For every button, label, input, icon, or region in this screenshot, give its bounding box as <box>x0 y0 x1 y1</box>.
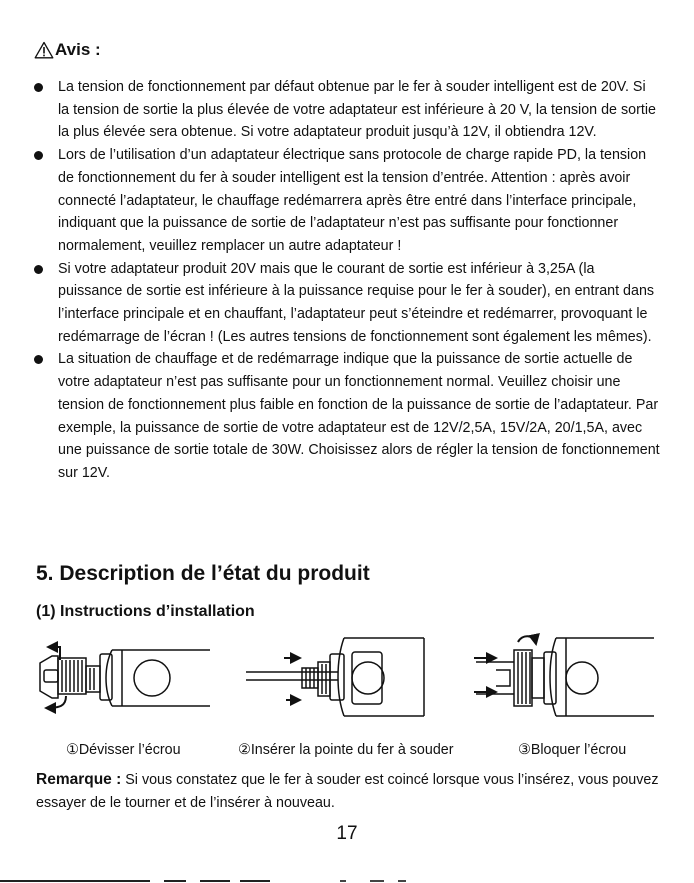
avis-item <box>34 258 660 349</box>
step2-insert-tip-illustration <box>246 638 424 716</box>
remark-text: Si vous constatez que le fer à souder est coincé lorsque vous l’insérez, vous pouvez essayer de le tourner et de l’insérer à nouveau. <box>36 772 659 811</box>
caption-step2: ②Insérer la pointe du fer à souder <box>238 742 454 758</box>
remark-paragraph <box>36 768 666 815</box>
bullet-icon <box>34 83 43 92</box>
bullet-icon <box>34 355 43 364</box>
subsection-title: (1) Instructions d’installation <box>36 603 255 620</box>
avis-item-text: Lors de l’utilisation d’un adaptateur électrique sans protocole de charge rapide PD, la tension de fonctionnement du fer à souder intelligent est la tension d’entrée. Attention : après avoir connecté l’adaptateur, le chauffage redémarrera après être entré dans l’interface principale, indiquant que la puissance de sortie de l’adaptateur n’est pas suffisante pour fonctionner normalement, veuillez remplacer un autre adaptateur ! <box>58 147 647 254</box>
avis-item-text: La situation de chauffage et de redémarrage indique que la puissance de sortie actuelle de votre adaptateur n’est pas suffisante pour un fonctionnement normal. Veuillez choisir une tension de fonctionnement plus faible en fonction de la puissance de sortie de l’adaptateur. Par exemple, la puissance de sortie de votre adaptateur est de 12V/2,5A, 15V/2A, 20/1,5A, avec une puissance de sortie totale de 30W. Choisissez alors de régler la tension de fonctionnement sur 12V. <box>58 351 660 481</box>
step3-lock-nut-illustration <box>474 636 654 716</box>
avis-item <box>34 76 660 144</box>
page-number: 17 <box>336 823 358 844</box>
footer-divider <box>0 879 694 883</box>
step1-unscrew-illustration <box>40 647 210 708</box>
bullet-icon <box>34 265 43 274</box>
avis-item <box>34 348 660 484</box>
avis-heading <box>34 40 101 60</box>
installation-illustration <box>0 630 694 725</box>
avis-item-text: La tension de fonctionnement par défaut obtenue par le fer à souder intelligent est de 20V. Si la tension de sortie la plus élevée de votre adaptateur est inférieure à 20 V, la tension de sortie la plus élevée sera obtenue. Si votre adaptateur produit jusqu’à 12V, il obtiendra 12V. <box>58 79 656 141</box>
section-title: 5. Description de l’état du produit <box>36 562 370 585</box>
avis-item-text: Si votre adaptateur produit 20V mais que le courant de sortie est inférieur à 3,25A (la puissance de sortie est inférieure à la puissance requise pour le fer à souder), en entrant dans l’interface principale et en chauffant, l’adaptateur peut s’éteindre et redémarrer, provoquant le redémarrage de l’écran ! (Les autres tensions de fonctionnement sont également les mêmes). <box>58 260 655 345</box>
caption-step3: ③Bloquer l’écrou <box>518 742 627 758</box>
warning-triangle-icon <box>34 41 54 59</box>
remark-label: Remarque : <box>36 771 122 788</box>
avis-item <box>34 144 660 258</box>
bullet-icon <box>34 151 43 160</box>
avis-label: Avis : <box>55 40 101 59</box>
avis-list <box>34 76 660 485</box>
caption-step1: ①Dévisser l’écrou <box>66 742 181 758</box>
